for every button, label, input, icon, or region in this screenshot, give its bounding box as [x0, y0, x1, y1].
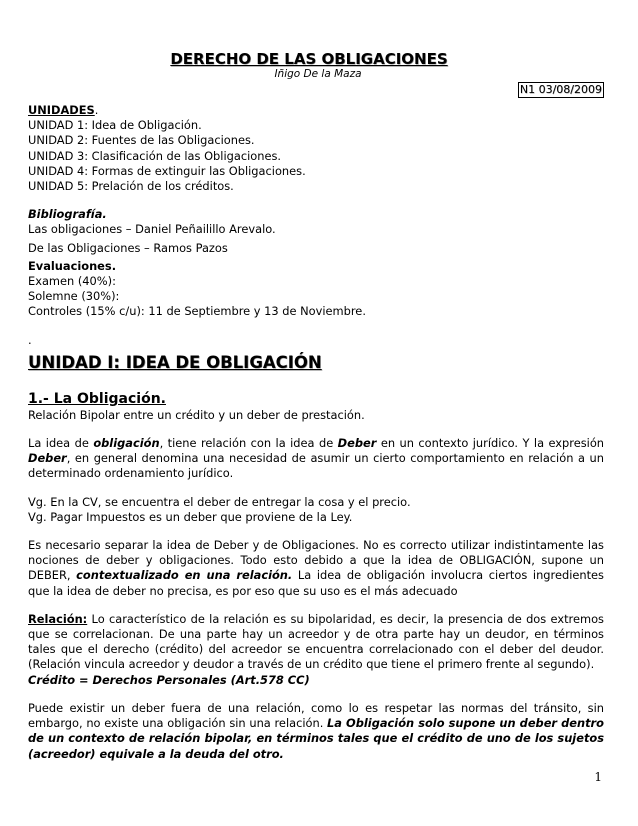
example-line: Vg. En la CV, se encuentra el deber de entregar la cosa y el precio.	[28, 494, 411, 509]
unidad-item: UNIDAD 2: Fuentes de las Obligaciones.	[28, 133, 255, 148]
paragraph: Crédito = Derechos Personales (Art.578 CC)	[28, 672, 310, 687]
evaluacion-item: Examen (40%):	[28, 274, 116, 289]
evaluacion-item: Controles (15% c/u): 11 de Septiembre y 13 de Noviembre.	[28, 304, 366, 319]
document-page	[28, 50, 604, 762]
bibliografia-item: De las Obligaciones – Ramos Pazos	[28, 240, 228, 255]
paragraph: Relación: Lo característico de la relación es su bipolaridad, es decir, la presencia de dos extremos que se correlacionan. De una parte hay un acreedor y de otra parte hay un deudor, en términos tales que el derecho (crédito) del acreedor se encuentra correlacionado con el deber del deudor. (Relación vincula acreedor y deudor a través de un crédito que tiene el primero frente al segundo).	[28, 611, 604, 672]
document-author: Iñigo De la Maza	[274, 68, 362, 80]
document-date: N1 03/08/2009	[519, 83, 602, 96]
section-heading: 1.- La Obligación.	[28, 390, 166, 407]
evaluaciones-heading: Evaluaciones.	[28, 258, 117, 273]
evaluacion-item: Solemne (30%):	[28, 289, 120, 304]
paragraph: Es necesario separar la idea de Deber y de Obligaciones. No es correcto utilizar indistintamente las nociones de deber y obligaciones. Todo esto debido a que la idea de OBLIGACIÓN, supone un DEBER, contextualizado en una relación. La idea de obligación involucra ciertos ingredientes que la idea de deber no precisa, es por eso que su uso es el más adecuado	[28, 538, 604, 598]
unidad-item: UNIDAD 5: Prelación de los créditos.	[28, 179, 234, 194]
unidad-item: UNIDAD 4: Formas de extinguir las Obligaciones.	[28, 163, 306, 178]
unidad-item: UNIDAD 1: Idea de Obligación.	[28, 118, 202, 133]
paragraph: La idea de obligación, tiene relación con la idea de Deber en un contexto jurídico. Y la expresión Deber, en general denomina una necesidad de asumir un cierto comportamiento en relación a un determinado ordenamiento jurídico.	[28, 436, 605, 481]
page-number: 1	[594, 770, 602, 784]
bibliografia-heading: Bibliografía.	[28, 207, 107, 222]
paragraph: Relación Bipolar entre un crédito y un deber de prestación.	[28, 407, 365, 422]
paragraph: Puede existir un deber fuera de una relación, como lo es respetar las normas del tránsito, sin embargo, no existe una obligación sin una relación. La Obligación solo supone un deber dentro de un contexto de relación bipolar, en términos tales que el crédito de uno de los sujetos (acreedor) equivale a la deuda del otro.	[28, 700, 604, 761]
unidad1-heading: UNIDAD I: IDEA DE OBLIGACIÓN	[28, 352, 322, 372]
document-title: DERECHO DE LAS OBLIGACIONES	[170, 50, 448, 68]
unidad-item: UNIDAD 3: Clasificación de las Obligaciones.	[28, 148, 282, 163]
unidades-heading: UNIDADES.	[28, 103, 99, 117]
separator-dot: .	[28, 332, 32, 347]
bibliografia-item: Las obligaciones – Daniel Peñailillo Arevalo.	[28, 222, 276, 237]
example-line: Vg. Pagar Impuestos es un deber que proviene de la Ley.	[28, 509, 353, 524]
